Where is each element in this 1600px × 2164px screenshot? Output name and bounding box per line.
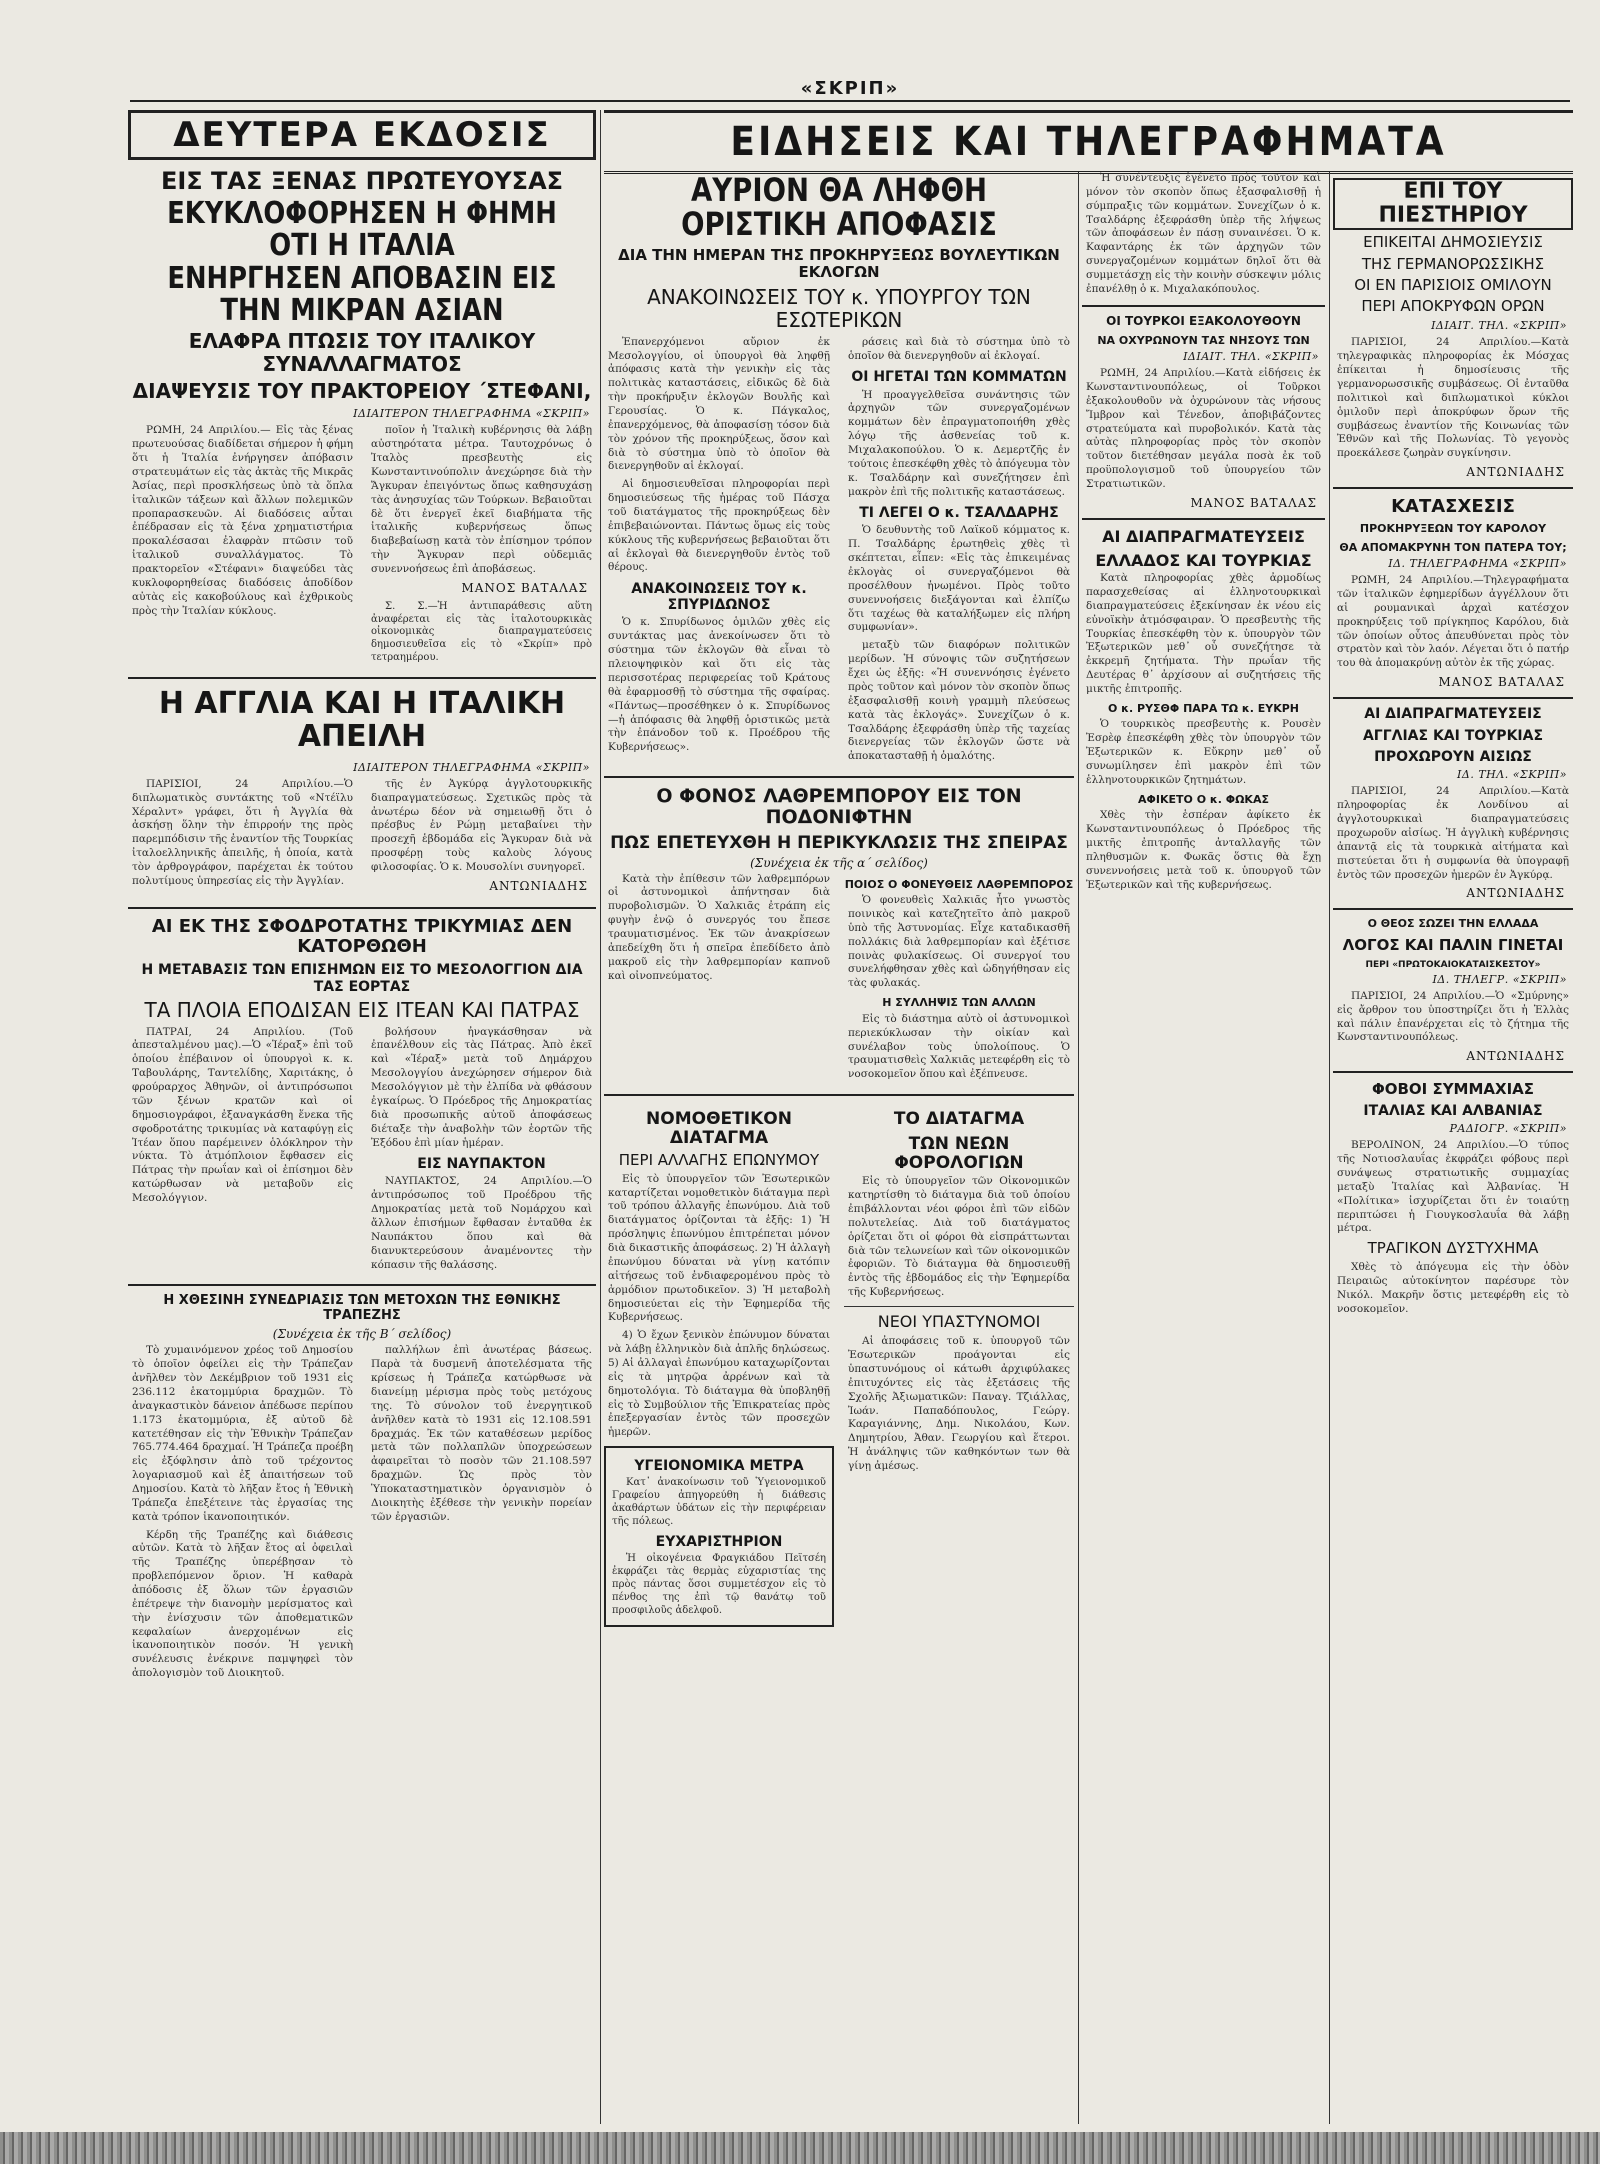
headline-line: Η ΜΕΤΑΒΑΣΙΣ ΤΩΝ ΕΠΙΣΗΜΩΝ ΕΙΣ ΤΟ ΜΕΣΟΛΟΓΓΙΟΝ ΔΙΑ ΤΑΣ ΕΟΡΤΑΣ (141, 962, 583, 995)
divider (128, 907, 596, 909)
headline-line: ΦΟΒΟΙ ΣΥΜΜΑΧΙΑΣ (1371, 1080, 1535, 1099)
subheadline: ΕΛΑΦΡΑ ΠΤΩΣΙΣ ΤΟΥ ΙΤΑΛΙΚΟΥ ΣΥΝΑΛΛΑΓΜΑΤΟΣ (188, 329, 536, 377)
article-italy-rumor (128, 168, 596, 669)
article-text: βολήσουν ἠναγκάσθησαν νὰ ἐπανέλθουν εἰς τὰς Πάτρας. Ἀπὸ ἐκεῖ καὶ «Ἱέραξ» μετὰ τοῦ Δημάρχου Μεσολογγίου ἀνεχώρησεν σήμερον διὰ Μεσολόγγιον μὲ τὴν ἐλπίδα νὰ φθάσουν ἐγκαίρως. Ὁ Πρόεδρος τῆς Δημοκρατίας διὰ προσωπικῆς αὐτοῦ ἀποφάσεως διέταξε τὴν ἀναβολὴν τῶν ἑορτῶν τῆς Ἐξόδου ἐπὶ μίαν ἡμέραν. (371, 1025, 592, 1149)
article-text: Αἱ δημοσιευθεῖσαι πληροφορίαι περὶ δημοσιεύσεως τῆς ἡμέρας τοῦ Πάσχα τοῦ διατάγματος τῆς προκηρύξεως δὲν ἐπιβεβαιώνονται. Πάντως ὅμως εἰς τοὺς κύκλους τῆς κυβερνήσεως βεβαιοῦται ὅτι αἱ ἐκλογαὶ θὰ διενεργηθοῦν ἐντὸς τοῦ θέρους. (608, 478, 830, 574)
headline-line: ΑΓΓΛΙΑΣ ΚΑΙ ΤΟΥΡΚΙΑΣ (1362, 727, 1544, 744)
headline: ΥΓΕΙΟΝΟΜΙΚΑ ΜΕΤΡΑ (634, 1458, 804, 1475)
article-text: Κατὰ τὴν ἐπίθεσιν τῶν λαθρεμπόρων οἱ ἀστυνομικοὶ ἀπήντησαν διὰ πυροβολισμῶν. Ὁ Χαλκιᾶς ἐτράπη εἰς φυγὴν ἐνῷ ὁ συνεργός του ἔπεσε τραυματισμένος. Ἐκ τῶν ἀνακρίσεων ἀπεδείχθη ὅτι ἡ σπεῖρα ἐπεδίδετο ἀπὸ μακροῦ εἰς τὴν λαθρεμπορίαν καπνοῦ καὶ οἰνοπνεύματος. (608, 872, 830, 982)
headline-line: ΝΟΜΟΘΕΤΙΚΟΝ ΔΙΑΤΑΓΜΑ (646, 1109, 792, 1148)
article-smuggler (604, 786, 1074, 1086)
article-text: Ὁ τουρκικὸς πρεσβευτὴς κ. Ρουσὲν Ἐσρὲφ ἐπεσκέφθη χθὲς τὸν ὑπουργὸν τῶν Ἐξωτερικῶν κ. Εὔκρην μεθ᾽ οὗ συνωμίλησεν ἐπὶ μακρὸν ἐπὶ τῶν ἑλληνοτουρκικῶν ζητημάτων. (1086, 718, 1321, 786)
headline-line: ΠΡΟΧΩΡΟΥΝ ΑΙΣΙΩΣ (1374, 748, 1532, 765)
article-text: ΒΕΡΟΛΙΝΟΝ, 24 Απριλίου.—Ὁ τύπος τῆς Νοτιοσλαυΐας ἐκφράζει φόβους περὶ συνάψεως στρατιωτικῆς συμμαχίας μεταξὺ Ἰταλίας καὶ Ἀλβανίας. Ἡ «Πολίτικα» ἰσχυρίζεται ὅτι ἐν τοιαύτῃ περιπτώσει ἡ Γιουγκοσλαυΐα θὰ λάβῃ μέτρα. (1337, 1139, 1569, 1235)
divider (844, 1306, 1074, 1307)
article-text: Ἡ προαγγελθεῖσα συνάντησις τῶν ἀρχηγῶν τῶν συνεργαζομένων κομμάτων δὲν ἐπραγματοποιήθη χθὲς λόγῳ τῆς ἀσθενείας τοῦ κ. Μιχαλακοπούλου. Ὁ κ. Δεμερτζῆς ἐν τούτοις ἐπεσκέφθη χθὲς τὸ ἀπόγευμα τὸν κ. Τσαλδάρην καὶ συνεζήτησεν ἐπὶ μακρὸν ἐπὶ τῆς πολιτικῆς καταστάσεως. (848, 388, 1070, 498)
headline-line: ΑΙ ΔΙΑΠΡΑΓΜΑΤΕΥΣΕΙΣ (1364, 706, 1542, 723)
masthead-title: «ΣΚΡΙΠ» (800, 78, 900, 99)
headline-line: ΑΥΡΙΟΝ ΘΑ ΛΗΦΘΗ ΟΡΙΣΤΙΚΗ ΑΠΟΦΑΣΙΣ (681, 172, 997, 243)
headline-line: ΤΟ ΔΙΑΤΑΓΜΑ (893, 1109, 1025, 1130)
article-england-turkey (1333, 707, 1573, 900)
article-text: ΠΑΡΙΣΙΟΙ, 24 Απριλίου.—Κατὰ τηλεγραφικὰς πληροφορίας ἐκ Μόσχας ἐπίκειται ἡ δημοσίευσις τῆς γερμανορωσσικῆς συμβάσεως. Οἱ ἐνταῦθα πολιτικοὶ καὶ διπλωματικοὶ κύκλοι ὁμιλοῦν περὶ ἀποκρύφων ὅρων τῆς συμβάσεως ἐναντίον τῆς Κοινωνίας τῶν Ἐθνῶν καὶ τῆς Πολωνίας. Τὸ γεγονὸς προεκάλεσε ζωηρὰν συγκίνησιν. (1337, 336, 1569, 460)
box (604, 1446, 834, 1627)
article-text: μεταξὺ τῶν διαφόρων πολιτικῶν μερίδων. Ἡ σύνοψις τῶν συζητήσεων ἔχει ὡς ἑξῆς: «Ἡ συνεννόησις ἐγένετο πρὸς τοῦτον καὶ μόνον τὸν σκοπὸν ὅπως ἐξασφαλισθῇ κοινὴ γραμμὴ πλεύσεως κατὰ τὰς ἐκλογάς». Συνεχίζων ὁ κ. Τσαλδάρης ἐξεφράσθη ὑπὲρ τῆς ταχείας διενεργείας τῶν ἐκλογῶν ὥστε νὰ ἀποκατασταθῇ ἡ ὁμαλότης. (848, 639, 1070, 763)
article-text: Ὁ δευθυντὴς τοῦ Λαϊκοῦ κόμματος κ. Π. Τσαλδάρης ἐρωτηθεὶς χθὲς τὶ σκέπτεται, εἶπεν: «Εἰς τὰς ἐπικειμένας ἐκλογὰς οἱ συνεργαζόμενοι θὰ προσέλθουν ἡνωμένοι. Πρὸς τοῦτο συνεννοήσεις διεξάγονται καὶ ἐλπίζω ὅτι ταχέως θὰ καταλήξωμεν εἰς πλήρη συμφωνίαν». (848, 524, 1070, 634)
article-text: Ὁ κ. Σπυρίδωνος ὁμιλῶν χθὲς εἰς συντάκτας μας ἀνεκοίνωσεν ὅτι τὸ σύστημα τῶν ἐκλογῶν θὰ εἶναι τὸ πλειοψηφικὸν καὶ ὅτι εἰς τὰς περισσοτέρας περιφερείας τοῦ Κράτους θὰ ἐφαρμοσθῇ τὸ σύστημα τῆς σφαίρας. «Πάντως—προσέθηκεν ὁ κ. Σπυρίδωνος—ἡ ἀπόφασις θὰ ληφθῇ ὁριστικῶς μετὰ τὴν ἐπάνοδον τοῦ κ. Προέδρου τῆς Κυβερνήσεως». (608, 616, 830, 754)
article-text: τῆς ἐν Ἀγκύρᾳ ἀγγλοτουρκικῆς διαπραγματεύσεως. Σχετικῶς πρὸς τὰ ἀνωτέρω δέον νὰ σημειωθῇ ὅτι ὁ πρέσβυς ἐν Ρώμῃ μεταβαίνει τὴν προσεχῆ ἑβδομάδα εἰς Ἄγκυραν διὰ νὰ προσφέρῃ τοὺς καλοὺς λόγους φιλοσοφίας. Ὁ κ. Μουσολίνι συνηγορεῖ. (371, 777, 592, 873)
headline-line: ΔΙΑ ΤΗΝ ΗΜΕΡΑΝ ΤΗΣ ΠΡΟΚΗΡΥΞΕΩΣ ΒΟΥΛΕΥΤΙΚΩΝ ΕΚΛΟΓΩΝ (618, 246, 1060, 282)
headline-line: ΕΚΥΚΛΟΦΟΡΗΣΕΝ Η ΦΗΜΗ ΟΤΙ Η ΙΤΑΛΙΑ (167, 196, 557, 263)
headline-line: ΤΩΝ ΝΕΩΝ ΦΟΡΟΛΟΓΙΩΝ (894, 1133, 1024, 1173)
subheadline: ΤΑ ΠΛΟΙΑ ΕΠΟΔΙΣΑΝ ΕΙΣ ΙΤΕΑΝ ΚΑΙ ΠΑΤΡΑΣ (144, 997, 580, 1022)
article-text: παλλήλων ἐπὶ ἀνωτέρας βάσεως. Παρὰ τὰ δυσμενῆ ἀποτελέσματα τῆς κρίσεως ἡ Τράπεζα κατώρθωσε νὰ διανείμῃ μέρισμα πρὸς τοὺς μετόχους της. Τὸ σύνολον τοῦ ἐνεργητικοῦ ἀνῆλθεν κατὰ τὸ 1931 εἰς 12.108.591 δραχμάς. Ἐκ τῶν καταθέσεων μερίδος μετὰ τῶν πολλαπλῶν ὑποχρεώσεων ἀφαιρεῖται τὸ ποσὸν τῶν 21.108.597 δραχμῶν. Ὡς πρὸς τὸν Ὑποκαταστηματικὸν ὀργανισμὸν ὁ Διοικητὴς ἐξέθεσε τὴν γενικὴν πορείαν τῶν ἐργασιῶν. (371, 1344, 592, 1523)
subheadline: ΑΝΑΚΟΙΝΩΣΕΙΣ ΤΟΥ κ. ΣΠΥΡΙΔΩΝΟΣ (631, 581, 807, 614)
headline-line: Ο ΘΕΟΣ ΣΩΖΕΙ ΤΗΝ ΕΛΛΑΔΑ (1367, 917, 1539, 931)
article-text: ποῖον ἡ Ἰταλικὴ κυβέρνησις θὰ λάβῃ αὐστηρότατα μέτρα. Ταυτοχρόνως ὁ Ἰταλὸς πρεσβευτὴς εἰς Κωνσταντινούπολιν ἀνεχώρησε διὰ τὴν Ἄγκυραν ἐπειγόντως ὅπως καθησυχάσῃ τὰς ἀνησυχίας τῶν Τούρκων. Βεβαιοῦται δὲ ὅτι ἐνεργεῖ ἐκεῖ διαβήματα τῆς ἰταλικῆς κυβερνήσεως ὅπως διαβεβαίωσῃ κατὰ τὸν ἐπίσημον τρόπον τὴν Ἄγκυραν περὶ οὐδεμιᾶς συνεννοήσεως ἐπὶ ἀποβάσεως. (371, 424, 592, 575)
column-3 (1082, 172, 1325, 2124)
headline-line: ΛΟΓΟΣ ΚΑΙ ΠΑΛΙΝ ΓΙΝΕΤΑΙ (1342, 936, 1564, 955)
headline-line: ΕΝΗΡΓΗΣΕΝ ΑΠΟΒΑΣΙΝ ΕΙΣ ΤΗΝ ΜΙΚΡΑΝ ΑΣΙΑΝ (167, 261, 557, 328)
byline: ΙΔ. ΤΗΛΕΓΡ. «ΣΚΡΙΠ» (1432, 972, 1567, 986)
byline: ΙΔΙΑΙΤΕΡΟΝ ΤΗΛΕΓΡΑΦΗΜΑ «ΣΚΡΙΠ» (353, 407, 590, 421)
article-text: Κέρδη τῆς Τραπέζης καὶ διάθεσις αὐτῶν. Κατὰ τὸ λῆξαν ἔτος αἱ ὀφειλαὶ τῆς Τραπέζης ὑπερέβησαν τὸ προβλεπόμενον ὅριον. Ἡ καθαρὰ ἀπόδοσις ἐξ ὅλων τῶν ἐργασιῶν ἐπέτρεψε τὴν διανομὴν μερίσματος καὶ τὴν ἐνίσχυσιν τῶν ἀποθεματικῶν κεφαλαίων ἀνερχομένων εἰς ἱκανοποιητικὸν ποσόν. Ἡ γενικὴ συνέλευσις ἐνέκρινε παμψηφεὶ τὸν ἀπολογισμὸν τοῦ Διοικητοῦ. (132, 1528, 353, 1680)
byline: ΙΔ. ΤΗΛΕΓΡΑΦΗΜΑ «ΣΚΡΙΠ» (1388, 557, 1567, 571)
article-text: 4) Ὁ ἔχων ξενικὸν ἐπώνυμον δύναται νὰ λάβῃ ἑλληνικὸν διὰ ἁπλῆς δηλώσεως. 5) Αἱ ἀλλαγαὶ ἐπωνύμου καταχωρίζονται εἰς τὰ μητρῷα ἀρρένων καὶ τὰ δημοτολόγια. Τὸ διάταγμα θὰ ὑποβληθῇ εἰς τὸ Συμβούλιον τῆς Ἐπικρατείας πρὸς ἐπεξεργασίαν ἐντὸς τῶν προσεχῶν ἡμερῶν. (608, 1329, 830, 1439)
subheadline: Η ΣΥΛΛΗΨΙΣ ΤΩΝ ΑΛΛΩΝ (882, 996, 1036, 1010)
byline: ΙΔ. ΤΗΛ. «ΣΚΡΙΠ» (1457, 768, 1567, 782)
author: ΑΝΤΩΝΙΑΔΗΣ (489, 878, 588, 893)
article-text: ΡΩΜΗ, 24 Απριλίου.—Κατὰ εἰδήσεις ἐκ Κωνσταντινουπόλεως, οἱ Τοῦρκοι ἐξακολουθοῦν νὰ ὀχυρώνουν τὰς νήσους Ἴμβρον καὶ Τένεδον, ἀποβιβάζοντες στρατεύματα καὶ πυροβολικόν. Κατὰ τὰς αὐτὰς πληροφορίας πρὸς τὸν σκοπὸν τοῦτον διετέθησαν μεγάλα ποσὰ ἐκ τοῦ προϋπολογισμοῦ τοῦ ὑπουργείου τῶν Στρατιωτικῶν. (1086, 367, 1321, 491)
article-surname-decree (604, 1104, 834, 1633)
masthead (130, 78, 1570, 102)
byline: ΙΔΙΑΙΤ. ΤΗΛ. «ΣΚΡΙΠ» (1431, 319, 1567, 333)
article-text: ράσεις καὶ διὰ τὸ σύστημα ὑπὸ τὸ ὁποῖον θὰ διενεργηθοῦν αἱ ἐκλογαί. (848, 335, 1070, 362)
headline-line: ΕΠΙΚΕΙΤΑΙ ΔΗΜΟΣΙΕΥΣΙΣ (1363, 233, 1543, 252)
divider (604, 776, 1074, 778)
scan-edge (0, 2132, 1600, 2164)
headline: Η ΧΘΕΣΙΝΗ ΣΥΝΕΔΡΙΑΣΙΣ ΤΩΝ ΜΕΤΟΧΩΝ ΤΗΣ ΕΘΝΙΚΗΣ ΤΡΑΠΕΖΗΣ (163, 1293, 561, 1324)
article-text: Ἡ συνέντευξις ἐγένετο πρὸς τοῦτον καὶ μόνον τὸν σκοπὸν ὅπως ἐξασφαλισθῇ ἡ σύμπραξις τῶν κομμάτων. Συνεχίζων ὁ κ. Τσαλδάρης ἐξεφράσθη ὑπὲρ τῆς λήψεως τῶν ἀποφάσεων ἐν πάσῃ συναινέσει. Ὁ κ. Καφαντάρης ἐκ τῶν ἀρχηγῶν τῶν συνεργαζομένων κομμάτων δηλοῖ ὅτι θὰ συμμετάσχῃ εἰς τὴν κοινὴν σύσκεψιν μόλις ἐπανέλθῃ ὁ κ. Μιχαλακόπουλος. (1086, 172, 1321, 295)
subheadline: Ο κ. ΡΥΣΘΦ ΠΑΡΑ ΤΩ κ. ΕΥΚΡΗ (1108, 701, 1299, 715)
article-carol (1333, 497, 1573, 689)
column-rule (600, 110, 601, 2124)
article-god-saves-greece (1333, 918, 1573, 1063)
column-2 (604, 172, 1074, 2124)
author: ΜΑΝΟΣ ΒΑΤΑΛΑΣ (1190, 495, 1317, 510)
article-text: Κατὰ πληροφορίας χθὲς ἀρμοδίως παρασχεθείσας αἱ ἑλληνοτουρκικαὶ διαπραγματεύσεις ἐξεκίνησαν ἐκ νέου εἰς εὐνοϊκὴν ἀτμόσφαιραν. Ὁ πρεσβευτὴς τῆς Τουρκίας ἐπεσκέφθη τὸν κ. ὑπουργὸν τῶν Ἐξωτερικῶν μεθ᾽ οὗ συνεζήτησε τὰ ἐκκρεμῆ ζητήματα. Τὴν πρωΐαν τῆς Δευτέρας θ᾽ ἀρχίσουν αἱ συζητήσεις τῆς μικτῆς ἐπιτροπῆς. (1086, 572, 1321, 695)
headline-line: ΘΑ ΑΠΟΜΑΚΡΥΝΗ ΤΟΝ ΠΑΤΕΡΑ ΤΟΥ; (1339, 540, 1567, 554)
headline: ΕΥΧΑΡΙΣΤΗΡΙΟΝ (655, 1534, 783, 1551)
article-turkish-islands (1082, 315, 1325, 510)
subheadline: ΤΙ ΛΕΓΕΙ Ο κ. ΤΣΑΛΔΑΡΗΣ (859, 505, 1059, 522)
article-storm (128, 917, 596, 1277)
article-text: Ὁ φονευθεὶς Χαλκιᾶς ἦτο γνωστὸς ποινικὸς καὶ κατεζητεῖτο ἀπὸ μακροῦ ὑπὸ τῆς Ἀστυνομίας. Εἶχε καταδικασθῆ πολλάκις διὰ λαθρεμπορίαν καὶ ἐξέτισε ποινὰς φυλακίσεως. Οἱ συνεργοί του συνελήφθησαν χθὲς καὶ ὡδηγήθησαν εἰς τὰς φυλακάς. (848, 894, 1070, 990)
column-1 (128, 110, 596, 2124)
continuation-note: (Συνέχεια ἐκ τῆς α΄ σελίδος) (750, 855, 928, 870)
column-rule (1078, 172, 1079, 2124)
article-text: ΠΑΡΙΣΙΟΙ, 24 Απριλίου.—Κατὰ πληροφορίας ἐκ Λονδίνου αἱ ἀγγλοτουρκικαὶ διαπραγματεύσεις προχωροῦν αἰσίως. Ἡ ἀγγλικὴ κυβέρνησις ἀπαντᾷ εἰς τὰ τουρκικὰ αἰτήματα καὶ πιστεύεται ὅτι ἡ συμφωνία θὰ ὑπογραφῇ ἐντὸς τῶν προσεχῶν ἡμερῶν ἐν Ἀγκύρᾳ. (1337, 785, 1569, 881)
editor-note: Σ. Σ.—Ἡ ἀντιπαράθεσις αὕτη ἀναφέρεται εἰς τὰς ἰταλοτουρκικὰς οἰκονομικὰς διαπραγματεύσεις δημοσιευθεῖσα εἰς τὸ «Σκρίπ» πρὸ τετραημέρου. (371, 600, 592, 664)
subheadline: ΟΙ ΗΓΕΤΑΙ ΤΩΝ ΚΟΜΜΑΤΩΝ (851, 369, 1067, 386)
author: ΜΑΝΟΣ ΒΑΤΑΛΑΣ (1438, 675, 1565, 690)
headline-line: ΠΡΟΚΗΡΥΞΕΩΝ ΤΟΥ ΚΑΡΟΛΟΥ (1359, 521, 1547, 535)
headline-line: ΤΗΣ ΓΕΡΜΑΝΟΡΩΣΣΙΚΗΣ (1361, 254, 1545, 273)
divider (1333, 908, 1573, 910)
author: ΜΑΝΟΣ ΒΑΤΑΛΑΣ (461, 580, 588, 595)
headline: Η ΑΓΓΛΙΑ ΚΑΙ Η ΙΤΑΛΙΚΗ ΑΠΕΙΛΗ (158, 685, 566, 754)
headline-line: Ο ΦΟΝΟΣ ΛΑΘΡΕΜΠΟΡΟΥ ΕΙΣ ΤΟΝ ΠΟΔΟΝΙΦΤΗΝ (656, 785, 1022, 828)
article-greece-turkey (1082, 528, 1325, 893)
headline: ΕΠΙ ΤΟΥ ΠΙΕΣΤΗΡΙΟΥ (1333, 178, 1573, 230)
article-text: ΠΑΡΙΣΙΟΙ, 24 Απριλίου.—Ὁ «Σμύρνης» εἰς ἄρθρον του ὑποστηρίζει ὅτι ἡ Ἑλλὰς καὶ πάλιν ἐπανέρχεται εἰς τὸ ζήτημα τῆς Κωνσταντινουπόλεως. (1337, 989, 1569, 1044)
subheadline: ΑΦΙΚΕΤΟ Ο κ. ΦΩΚΑΣ (1138, 792, 1269, 806)
headline-line: ΑΙ ΕΚ ΤΗΣ ΣΦΟΔΡΟΤΑΤΗΣ ΤΡΙΚΥΜΙΑΣ ΔΕΝ ΚΑΤΟΡΘΩΘΗ (151, 915, 573, 957)
subheadline: ΕΙΣ ΝΑΥΠΑΚΤΟΝ (417, 1156, 546, 1173)
divider (128, 1284, 596, 1286)
headline-line: ΚΑΤΑΣΧΕΣΙΣ (1391, 496, 1515, 518)
divider (1333, 487, 1573, 489)
article-text: ΝΑΥΠΑΚΤΟΣ, 24 Απριλίου.—Ὁ ἀντιπρόσωπος τοῦ Προέδρου τῆς Δημοκρατίας μετὰ τοῦ Νομάρχου καὶ ἄλλων ἐπισήμων ἔφθασαν ἐνταῦθα ἐκ Ναυπάκτου ὅπου καὶ θὰ διανυκτερεύσουν ἀναμένοντες τὴν κόπασιν τῆς θαλάσσης. (371, 1175, 592, 1271)
divider (604, 1094, 1074, 1096)
headline-line: ΠΩΣ ΕΠΕΤΕΥΧΘΗ Η ΠΕΡΙΚΥΚΛΩΣΙΣ ΤΗΣ ΣΠΕΙΡΑΣ (610, 832, 1068, 853)
divider (1082, 305, 1325, 307)
divider (1333, 1071, 1573, 1073)
section-title: ΔΕΥΤΕΡΑ ΕΚΔΟΣΙΣ (128, 110, 596, 160)
article-text: Εἰς τὸ ὑπουργεῖον τῶν Ἐσωτερικῶν καταρτίζεται νομοθετικὸν διάταγμα περὶ τοῦ τρόπου ἀλλαγῆς ἐπωνύμου. Διὰ τοῦ διατάγματος ὁρίζονται τὰ ἑξῆς: 1) Ἡ πρόσληψις ἐπωνύμου ἐπιτρέπεται μόνον διὰ δικαστικῆς ἀποφάσεως. 2) Ἡ ἀλλαγὴ ἐπωνύμου δύναται νὰ γίνῃ κατόπιν αἰτήσεως τοῦ ἐνδιαφερομένου πρὸς τὸ ἁρμόδιον πρωτοδικεῖον. 3) Ἡ μεταβολὴ δημοσιεύεται εἰς τὴν Ἐφημερίδα τῆς Κυβερνήσεως. (608, 1172, 830, 1324)
subheadline: ΑΝΑΚΟΙΝΩΣΕΙΣ ΤΟΥ κ. ΥΠΟΥΡΓΟΥ ΤΩΝ ΕΣΩΤΕΡΙΚΩΝ (647, 284, 1031, 332)
headline-line: ΟΙ ΤΟΥΡΚΟΙ ΕΞΑΚΟΛΟΥΘΟΥΝ (1106, 313, 1301, 328)
byline: ΙΔΙΑΙΤΕΡΟΝ ΤΗΛΕΓΡΑΦΗΜΑ «ΣΚΡΙΠ» (353, 760, 590, 774)
divider (1082, 518, 1325, 520)
continuation-note: (Συνέχεια ἐκ τῆς Β΄ σελίδος) (272, 1327, 452, 1342)
article-text: Εἰς τὸ ὑπουργεῖον τῶν Οἰκονομικῶν κατηρτίσθη τὸ διάταγμα διὰ τοῦ ὁποίου ἐπιβάλλονται νέοι φόροι ἐπὶ τῶν εἰδῶν πολυτελείας. Διὰ τοῦ διατάγματος ὁρίζεται ὅτι οἱ φόροι θὰ εἰσπράττωνται διὰ τῶν τελωνείων καὶ τῶν οἰκονομικῶν ἐφοριῶν. Τὸ διάταγμα θὰ δημοσιευθῇ ἐντὸς τῆς ἑβδομάδος εἰς τὴν Ἐφημερίδα τῆς Κυβερνήσεως. (848, 1175, 1070, 1299)
article-german-russian (1333, 178, 1573, 479)
article-tax-decree (844, 1104, 1074, 1633)
headline-kicker: ΕΙΣ ΤΑΣ ΞΕΝΑΣ ΠΡΩΤΕΥΟΥΣΑΣ (160, 167, 564, 195)
headline-line: ΟΙ ΕΝ ΠΑΡΙΣΙΟΙΣ ΟΜΙΛΟΥΝ (1354, 275, 1552, 294)
article-text: Αἱ ἀποφάσεις τοῦ κ. ὑπουργοῦ τῶν Ἐσωτερικῶν προάγονται εἰς ὑπαστυνόμους οἱ κάτωθι ἀρχιφύλακες ἐπιτυχόντες εἰς τὰς ἐξετάσεις τῆς Σχολῆς Ἀξιωματικῶν: Παναγ. Τζιάλλας, Ἰωάν. Παπαδόπουλος, Γεώργ. Καραγιάννης, Δημ. Νικολάου, Κων. Δημητρίου, Ἀθαν. Γεωργίου καὶ ἕτεροι. Ἡ ἀνάληψις τῶν καθηκόντων των θὰ γίνῃ ἀμέσως. (848, 1335, 1070, 1473)
band-title: ΕΙΔΗΣΕΙΣ ΚΑΙ ΤΗΛΕΓΡΑΦΗΜΑΤΑ (730, 119, 1447, 165)
headline-line: ΕΛΛΑΔΟΣ ΚΑΙ ΤΟΥΡΚΙΑΣ (1095, 550, 1312, 570)
article-text: ΠΑΡΙΣΙΟΙ, 24 Απριλίου.—Ὁ διπλωματικὸς συντάκτης τοῦ «Ντέϊλυ Χέραλντ» γράφει, ὅτι ἡ Ἀγγλία θὰ ἀσκήσῃ ὅλην τὴν ἐπιρροήν της πρὸς παρεμπόδισιν τῆς ἐναντίον τῆς Τουρκίας ἰταλοελληνικῆς ἀπειλῆς, ἡ ὁποία, κατὰ τὸν ἀρθρογράφον, παρέχεται ἐκ τούτου πολυτίμους ὑπηρεσίας εἰς τὴν Ἀγγλίαν. (132, 777, 353, 887)
headline-line: ΙΤΑΛΙΑΣ ΚΑΙ ΑΛΒΑΝΙΑΣ (1363, 1102, 1543, 1119)
article-text: Χθὲς τὴν ἑσπέραν ἀφίκετο ἐκ Κωνσταντινουπόλεως ὁ Πρόεδρος τῆς μικτῆς ἐπιτροπῆς ἀνταλλαγῆς τῶν πληθυσμῶν κ. Φωκᾶς ὅστις θὰ ἔχῃ συνεννοήσεις μετὰ τοῦ κ. ὑπουργοῦ τῶν Ἐξωτερικῶν καὶ τῆς κυβερνήσεως. (1086, 809, 1321, 891)
article-text: Ἡ οἰκογένεια Φραγκιάδου Πεϊτσέη ἐκφράζει τὰς θερμὰς εὐχαριστίας της πρὸς πάντας ὅσοι συμμετέσχον εἰς τὸ πένθος της ἐπὶ τῷ θανάτῳ τοῦ προσφιλοῦς ἀδελφοῦ. (612, 1553, 826, 1616)
article-text: Εἰς τὸ διάστημα αὐτὸ οἱ ἀστυνομικοὶ περιεκύκλωσαν τὴν οἰκίαν καὶ συνέλαβον τοὺς ὑπολοίπους. Ὁ τραυματισθεὶς Χαλκιᾶς μετεφέρθη εἰς τὸ νοσοκομεῖον ὅπου καὶ ἐξέπνευσε. (848, 1012, 1070, 1081)
article-text: Τὸ χυμαινόμενον χρέος τοῦ Δημοσίου τὸ ὁποῖον ὀφείλει εἰς τὴν Τράπεζαν ἀνῆλθεν τὸν Δεκέμβριον τοῦ 1931 εἰς 236.112 ἑκατομμύρια δραχμῶν. Τὸ ἀναγκαστικὸν δάνειον ἀπέδωσε περίπου 1.173 ἑκατομμύρια, ἐξ αὐτοῦ δὲ κατετέθησαν εἰς τὴν Ἐθνικὴν Τράπεζαν 765.774.464 δραχμαί. Ἡ Τράπεζα προέβη εἰς ἐξόφλησιν ἀπὸ τοῦ τρέχοντος λογαριασμοῦ καὶ ἐξ ἀπαιτήσεων τοῦ Δημοσίου. Κατὰ τὸ λῆξαν ἔτος ἡ Ἐθνικὴ Τράπεζα ἐπεξέτεινε τὰς ἐργασίας της κατὰ τρόπον ἱκανοποιητικόν. (132, 1344, 353, 1523)
author: ΑΝΤΩΝΙΑΔΗΣ (1466, 465, 1565, 480)
article-text: ΠΑΤΡΑΙ, 24 Απριλίου. (Τοῦ ἀπεσταλμένου μας).—Ὁ «Ἱέραξ» ἐπὶ τοῦ ὁποίου ἐπέβαινον οἱ ὑπουργοὶ κ. κ. Ταβουλάρης, Ταντελίδης, Χαριτάκης, ὁ φρούραρχος Ἀθηνῶν, οἱ ἀντιπρόσωποι τῶν ξένων κρατῶν καὶ οἱ δημοσιογράφοι, ἐξαναγκάσθη ἕνεκα τῆς σφοδροτάτης τρικυμίας νὰ καταφύγῃ εἰς Ἰτέαν ὅπου παρέμεινεν ὁλόκληρον τὴν νύκτα. Τὸ ἀτμόπλοιον ἔφθασεν εἰς Πάτρας τὴν πρωΐαν καὶ οἱ ἐπίσημοι δὲν κατώρθωσαν νὰ μεταβοῦν εἰς Μεσολόγγιον. (132, 1025, 353, 1204)
byline: ΙΔΙΑΙΤ. ΤΗΛ. «ΣΚΡΙΠ» (1183, 350, 1319, 364)
article-parties-continued (1082, 172, 1325, 297)
article-national-bank (128, 1294, 596, 1685)
news-band (604, 110, 1573, 174)
headline-line: ΑΙ ΔΙΑΠΡΑΓΜΑΤΕΥΣΕΙΣ (1102, 526, 1305, 546)
article-text: Ἐπανερχόμενοι αὔριον ἐκ Μεσολογγίου, οἱ ὑπουργοὶ θὰ ληφθῇ ἀπόφασις κατὰ τὴν γενικὴν εἰς τὰς πολιτικὰς καταστάσεις, εἰδικῶς δὲ διὰ τὴν προκήρυξιν ἐκλογῶν Βουλῆς καὶ Γερουσίας. Ὁ κ. Πάγκαλος, ἐπανερχόμενος, θὰ ἀποφασίσῃ τόσον διὰ τὸν χρόνον τῆς προκηρύξεως, ὅσον καὶ διὰ τὸ σύστημα ὑπὸ τὸ ὁποῖον θὰ διενεργηθοῦν αἱ ἐκλογαί. (608, 335, 830, 473)
article-text: Κατ᾽ ἀνακοίνωσιν τοῦ Ὑγειονομικοῦ Γραφείου ἀπηγορεύθη ἡ διάθεσις ἀκαθάρτων ὑδάτων εἰς τὴν περιφέρειαν τῆς πόλεως. (612, 1477, 826, 1527)
headline: ΝΕΟΙ ΥΠΑΣΤΥΝΟΜΟΙ (877, 1311, 1041, 1331)
divider (1333, 697, 1573, 699)
headline-line: ΝΑ ΟΧΥΡΩΝΟΥΝ ΤΑΣ ΝΗΣΟΥΣ ΤΩΝ (1097, 333, 1310, 347)
headline: ΤΡΑΓΙΚΟΝ ΔΥΣΤΥΧΗΜΑ (1367, 1239, 1539, 1258)
divider (128, 677, 596, 679)
headline-line: ΠΕΡΙ «ΠΡΩΤΟΚΑΙΟΚΑΤΑΙΣΚΕΣΤΟΥ» (1365, 959, 1541, 970)
headline-line: ΠΕΡΙ ΑΛΛΑΓΗΣ ΕΠΩΝΥΜΟΥ (618, 1150, 820, 1169)
article-text: ΡΩΜΗ, 24 Απριλίου.—Τηλεγραφήματα τῶν ἰταλικῶν ἐφημερίδων ἀγγέλλουν ὅτι αἱ ρουμανικαὶ ἀρχαὶ κατέσχον προκηρύξεις τοῦ πρίγκηπος Καρόλου, διὰ τῶν ὁποίων οὗτος ἀπευθύνεται πρὸς τὸν στρατὸν καὶ τὸν λαόν. Λέγεται ὅτι ὁ πατήρ του θὰ ἀπομακρύνῃ αὐτὸν ἐκ τῆς χώρας. (1337, 574, 1569, 670)
byline: ΡΑΔΙΟΓΡ. «ΣΚΡΙΠ» (1449, 1122, 1567, 1136)
subheadline: ΠΟΙΟΣ Ο ΦΟΝΕΥΘΕΙΣ ΛΑΘΡΕΜΠΟΡΟΣ (844, 877, 1074, 891)
column-rule (1329, 172, 1330, 2124)
column-4 (1333, 172, 1573, 2124)
author: ΑΝΤΩΝΙΑΔΗΣ (1466, 886, 1565, 901)
article-alliance-fears (1333, 1081, 1573, 1317)
article-england-italy (128, 687, 596, 899)
author: ΑΝΤΩΝΙΑΔΗΣ (1466, 1049, 1565, 1064)
article-text: Χθὲς τὸ ἀπόγευμα εἰς τὴν ὁδὸν Πειραιῶς αὐτοκίνητον παρέσυρε τὸν Νικόλ. Μακρῆν ὅστις μετεφέρθη εἰς τὸ νοσοκομεῖον. (1337, 1261, 1569, 1316)
subheadline: ΔΙΑΨΕΥΣΙΣ ΤΟΥ ΠΡΑΚΤΟΡΕΙΟΥ ΄ΣΤΕΦΑΝΙ, (132, 379, 592, 404)
article-elections (604, 174, 1074, 768)
headline-line: ΠΕΡΙ ΑΠΟΚΡΥΦΩΝ ΟΡΩΝ (1361, 297, 1545, 316)
article-text: ΡΩΜΗ, 24 Απριλίου.— Εἰς τὰς ξένας πρωτευούσας διαδίδεται σήμερον ἡ φήμη ὅτι ἡ Ἰταλία ἐνήργησεν ἀπόβασιν στρατευμάτων εἰς τὰς ἀκτὰς τῆς Μικρᾶς Ἀσίας, περὶ προσκλήσεως ὑπὸ τὰ ὅπλα ἰταλικῶν τάξεων καὶ ἄλλων πολεμικῶν προπαρασκευῶν. Αἱ διαδόσεις αὗται ἐπέδρασαν εἰς τὰ ξένα χρηματιστήρια προκαλέσασαι ἐλαφρὰν πτῶσιν τοῦ ἰταλικοῦ συναλλάγματος. Τὸ πρακτορεῖον «Στέφανι» διαψεύδει τὰς κυκλοφορηθείσας διαδόσεις ἀποδίδον αὐτὰς εἰς κακοβούλους καὶ ἐχθρικοὺς πρὸς τὴν Ἰταλίαν κύκλους. (132, 424, 353, 617)
